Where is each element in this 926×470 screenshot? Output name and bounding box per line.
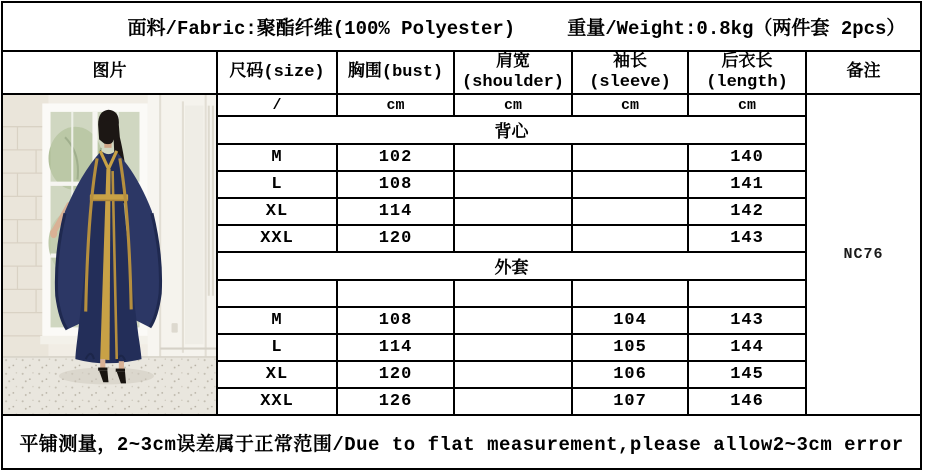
- units-sleeve-cell: cm: [572, 94, 688, 116]
- product-photo-cell: [2, 94, 217, 415]
- length-cell: 140: [688, 144, 806, 171]
- col-header-remark: 备注: [806, 51, 921, 94]
- shoulder-cell: [454, 388, 572, 415]
- size-cell: M: [217, 307, 337, 334]
- bust-cell: 120: [337, 225, 454, 252]
- length-cell: 142: [688, 198, 806, 225]
- size-cell: [217, 280, 337, 307]
- remark-value-cell: NC76: [806, 94, 921, 415]
- bust-cell: 126: [337, 388, 454, 415]
- units-shoulder-cell: cm: [454, 94, 572, 116]
- col-header-length-en: (length): [706, 72, 788, 92]
- measurement-note-row: [2, 415, 921, 469]
- measurement-note: 平铺测量，2~3cm误差属于正常范围/Due to flat measurement,please allow2~3cm error: [2, 415, 921, 469]
- length-cell: 141: [688, 171, 806, 198]
- col-header-bust: 胸围(bust): [337, 51, 454, 94]
- column-header-row: [2, 51, 921, 94]
- size-cell: XXL: [217, 388, 337, 415]
- sleeve-cell: 105: [572, 334, 688, 361]
- shoulder-cell: [454, 225, 572, 252]
- sleeve-cell: [572, 171, 688, 198]
- size-cell: L: [217, 334, 337, 361]
- sleeve-cell: [572, 280, 688, 307]
- col-header-length-zh: 后衣长: [721, 52, 773, 72]
- bust-cell: 102: [337, 144, 454, 171]
- section-header-coat: 外套: [217, 252, 806, 280]
- col-header-shoulder-zh: 肩宽: [496, 52, 530, 72]
- col-header-size: 尺码(size): [217, 51, 337, 94]
- length-cell: 146: [688, 388, 806, 415]
- col-header-length: [688, 51, 806, 94]
- sleeve-cell: [572, 144, 688, 171]
- length-cell: [688, 280, 806, 307]
- shoulder-cell: [454, 171, 572, 198]
- shoulder-cell: [454, 144, 572, 171]
- units-length-cell: cm: [688, 94, 806, 116]
- length-cell: 143: [688, 307, 806, 334]
- fabric-weight-cell: [2, 2, 921, 51]
- col-header-shoulder-en: (shoulder): [461, 72, 565, 92]
- bust-cell: 108: [337, 171, 454, 198]
- shoulder-cell: [454, 361, 572, 388]
- units-size-cell: /: [217, 94, 337, 116]
- bust-cell: 120: [337, 361, 454, 388]
- units-bust-cell: cm: [337, 94, 454, 116]
- sleeve-cell: 106: [572, 361, 688, 388]
- units-row: [2, 94, 921, 116]
- size-cell: XL: [217, 198, 337, 225]
- col-header-picture: 图片: [2, 51, 217, 94]
- bust-cell: 114: [337, 334, 454, 361]
- shoulder-cell: [454, 280, 572, 307]
- bust-cell: [337, 280, 454, 307]
- shoulder-cell: [454, 334, 572, 361]
- sleeve-cell: 107: [572, 388, 688, 415]
- bust-cell: 108: [337, 307, 454, 334]
- fabric-weight-row: [2, 2, 921, 51]
- shoulder-cell: [454, 307, 572, 334]
- fabric-info: 面料/Fabric:聚酯纤维(100% Polyester): [127, 18, 516, 40]
- sleeve-cell: 104: [572, 307, 688, 334]
- size-cell: XXL: [217, 225, 337, 252]
- shoulder-cell: [454, 198, 572, 225]
- size-cell: L: [217, 171, 337, 198]
- bust-cell: 114: [337, 198, 454, 225]
- size-chart-table: [1, 1, 922, 470]
- sleeve-cell: [572, 198, 688, 225]
- col-header-shoulder: [454, 51, 572, 94]
- length-cell: 145: [688, 361, 806, 388]
- length-cell: 144: [688, 334, 806, 361]
- section-header-vest: 背心: [217, 116, 806, 144]
- col-header-sleeve: 袖长(sleeve): [572, 51, 688, 94]
- weight-info: 重量/Weight:0.8kg（两件套 2pcs）: [567, 18, 906, 40]
- sleeve-cell: [572, 225, 688, 252]
- size-cell: XL: [217, 361, 337, 388]
- kaftan-model-photo-illustration: [3, 95, 216, 414]
- product-photo: [3, 95, 216, 414]
- size-cell: M: [217, 144, 337, 171]
- length-cell: 143: [688, 225, 806, 252]
